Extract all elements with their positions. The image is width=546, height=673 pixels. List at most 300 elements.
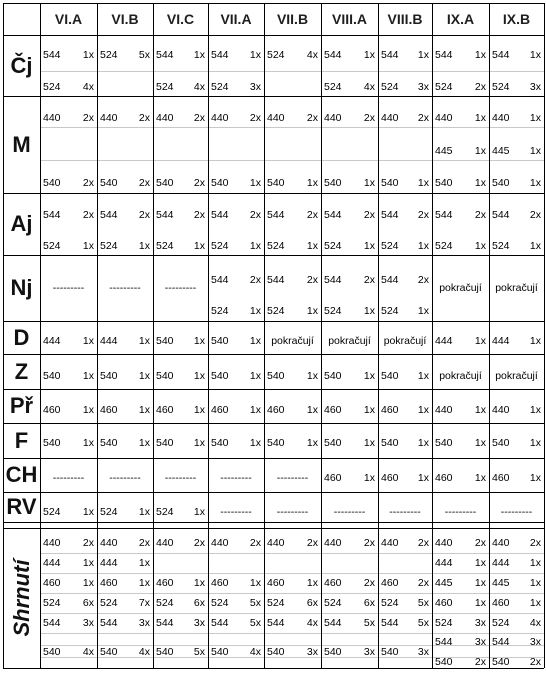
hours-count: 1x: [249, 335, 261, 347]
hours-count: 2x: [363, 112, 375, 124]
hours-count: 2x: [417, 577, 429, 589]
course-code: 540: [435, 656, 453, 668]
course-cell: [153, 616, 208, 630]
course-code: 540: [100, 646, 118, 658]
hours-count: 2x: [138, 209, 150, 221]
course-cell: [40, 576, 97, 590]
course-code: 444: [435, 335, 453, 347]
status-text-cell: [264, 334, 321, 348]
hours-count: 2x: [363, 274, 375, 286]
course-code: 440: [100, 537, 118, 549]
course-cell: [489, 144, 544, 158]
hours-count: 2x: [474, 656, 486, 668]
class-header-ix-b: IX.B: [502, 11, 531, 27]
course-code: 540: [211, 177, 229, 189]
hours-count: 2x: [306, 209, 318, 221]
course-code: 460: [435, 472, 453, 484]
hours-count: 1x: [363, 370, 375, 382]
hours-count: 4x: [306, 617, 318, 629]
subject-label: Z: [14, 358, 29, 384]
course-code: 544: [435, 636, 453, 648]
course-cell: [40, 645, 97, 659]
course-cell: [208, 111, 264, 125]
hours-count: 2x: [306, 537, 318, 549]
hours-count: 2x: [82, 177, 94, 189]
hours-count: 4x: [249, 646, 261, 658]
course-cell: [40, 556, 97, 570]
grid-line-light: [40, 573, 544, 574]
course-code: 544: [211, 274, 229, 286]
grid-line: [3, 96, 544, 97]
course-code: 544: [492, 49, 510, 61]
course-cell: [489, 436, 544, 450]
course-cell: [432, 48, 489, 62]
course-code: 460: [43, 404, 61, 416]
hours-count: 1x: [529, 145, 541, 157]
course-code: 540: [381, 370, 399, 382]
course-code: 524: [324, 305, 342, 317]
hours-count: 1x: [474, 335, 486, 347]
hours-count: 1x: [138, 557, 150, 569]
hours-count: 2x: [82, 112, 94, 124]
status-text-cell: [378, 505, 432, 519]
course-cell: [378, 403, 432, 417]
course-code: 544: [381, 209, 399, 221]
grid-line-light: [40, 160, 544, 161]
status-text: ---------: [164, 282, 197, 294]
hours-count: 1x: [306, 370, 318, 382]
course-code: 440: [211, 112, 229, 124]
hours-count: 1x: [306, 305, 318, 317]
course-code: 445: [492, 577, 510, 589]
status-text-cell: [321, 505, 378, 519]
course-cell: [97, 176, 153, 190]
course-cell: [153, 111, 208, 125]
hours-count: 1x: [363, 240, 375, 252]
hours-count: 2x: [193, 537, 205, 549]
course-cell: [40, 208, 97, 222]
course-cell: [489, 48, 544, 62]
status-text: pokračují: [495, 282, 538, 294]
course-cell: [432, 655, 489, 669]
subject-label: Nj: [10, 275, 33, 300]
course-cell: [40, 536, 97, 550]
class-header-vi-b: VI.B: [111, 11, 139, 27]
course-cell: [321, 596, 378, 610]
hours-count: 1x: [82, 49, 94, 61]
status-text: pokračují: [271, 335, 314, 347]
course-cell: [321, 471, 378, 485]
course-code: 544: [324, 49, 342, 61]
course-code: 460: [324, 577, 342, 589]
course-cell: [208, 334, 264, 348]
course-code: 540: [100, 437, 118, 449]
course-cell: [40, 505, 97, 519]
course-code: 544: [381, 617, 399, 629]
course-cell: [321, 436, 378, 450]
course-cell: [153, 403, 208, 417]
course-cell: [153, 596, 208, 610]
hours-count: 2x: [363, 577, 375, 589]
course-code: 544: [156, 209, 174, 221]
course-code: 544: [211, 617, 229, 629]
hours-count: 1x: [474, 472, 486, 484]
status-text: ---------: [52, 282, 85, 294]
course-cell: [378, 304, 432, 318]
course-cell: [321, 616, 378, 630]
hours-count: 2x: [529, 209, 541, 221]
hours-count: 1x: [82, 335, 94, 347]
hours-count: 1x: [193, 437, 205, 449]
status-text: pokračují: [495, 370, 538, 382]
hours-count: 3x: [249, 81, 261, 93]
course-code: 524: [324, 240, 342, 252]
course-cell: [489, 239, 544, 253]
course-cell: [432, 596, 489, 610]
course-cell: [97, 208, 153, 222]
course-cell: [378, 616, 432, 630]
hours-count: 5x: [417, 617, 429, 629]
course-cell: [97, 556, 153, 570]
course-cell: [264, 239, 321, 253]
course-cell: [489, 655, 544, 669]
course-code: 544: [324, 617, 342, 629]
course-cell: [432, 80, 489, 94]
class-header-vii-b: VII.B: [276, 11, 309, 27]
course-cell: [97, 48, 153, 62]
course-code: 544: [267, 209, 285, 221]
hours-count: 1x: [417, 240, 429, 252]
course-code: 524: [324, 597, 342, 609]
course-cell: [153, 505, 208, 519]
hours-count: 1x: [474, 112, 486, 124]
hours-count: 1x: [138, 577, 150, 589]
course-cell: [264, 208, 321, 222]
course-cell: [264, 111, 321, 125]
course-cell: [264, 304, 321, 318]
class-header-viii-a: VIII.A: [331, 11, 367, 27]
status-text-cell: [97, 471, 153, 485]
course-cell: [97, 576, 153, 590]
course-cell: [40, 596, 97, 610]
hours-count: 1x: [529, 49, 541, 61]
course-cell: [264, 536, 321, 550]
hours-count: 1x: [82, 577, 94, 589]
course-code: 524: [381, 240, 399, 252]
hours-count: 1x: [82, 557, 94, 569]
hours-count: 4x: [529, 617, 541, 629]
course-cell: [321, 273, 378, 287]
course-cell: [208, 273, 264, 287]
course-cell: [489, 635, 544, 649]
course-cell: [378, 645, 432, 659]
course-cell: [489, 80, 544, 94]
course-cell: [378, 273, 432, 287]
hours-count: 4x: [193, 81, 205, 93]
course-code: 460: [381, 577, 399, 589]
hours-count: 1x: [529, 177, 541, 189]
hours-count: 2x: [474, 209, 486, 221]
course-code: 540: [324, 437, 342, 449]
course-code: 524: [156, 81, 174, 93]
hours-count: 1x: [474, 49, 486, 61]
grid-line-light: [40, 71, 544, 72]
grid-line: [3, 528, 544, 529]
course-code: 460: [492, 597, 510, 609]
hours-count: 1x: [363, 305, 375, 317]
course-code: 524: [267, 49, 285, 61]
course-cell: [264, 369, 321, 383]
course-cell: [97, 403, 153, 417]
course-cell: [378, 48, 432, 62]
course-code: 544: [267, 617, 285, 629]
hours-count: 1x: [474, 240, 486, 252]
hours-count: 3x: [529, 81, 541, 93]
status-text-cell: [97, 281, 153, 295]
hours-count: 4x: [363, 81, 375, 93]
grid-line: [3, 354, 544, 355]
course-cell: [153, 80, 208, 94]
course-cell: [489, 616, 544, 630]
course-code: 460: [100, 404, 118, 416]
hours-count: 2x: [306, 112, 318, 124]
course-code: 444: [43, 335, 61, 347]
course-code: 524: [156, 240, 174, 252]
course-code: 540: [43, 437, 61, 449]
hours-count: 7x: [138, 597, 150, 609]
course-code: 524: [435, 240, 453, 252]
hours-count: 1x: [306, 437, 318, 449]
hours-count: 1x: [249, 437, 261, 449]
hours-count: 1x: [82, 240, 94, 252]
course-code: 540: [156, 370, 174, 382]
status-text: ---------: [444, 506, 477, 518]
course-cell: [97, 645, 153, 659]
hours-count: 1x: [529, 472, 541, 484]
course-code: 524: [267, 597, 285, 609]
course-code: 524: [492, 240, 510, 252]
course-code: 540: [267, 177, 285, 189]
hours-count: 4x: [306, 49, 318, 61]
grid-line-light: [40, 613, 544, 614]
course-code: 540: [211, 646, 229, 658]
course-cell: [489, 176, 544, 190]
status-text-cell: [432, 369, 489, 383]
hours-count: 1x: [193, 370, 205, 382]
course-code: 440: [435, 404, 453, 416]
course-code: 540: [492, 437, 510, 449]
course-cell: [321, 536, 378, 550]
course-cell: [208, 48, 264, 62]
course-code: 460: [211, 577, 229, 589]
course-code: 540: [100, 370, 118, 382]
hours-count: 1x: [306, 577, 318, 589]
course-cell: [432, 111, 489, 125]
status-text-cell: [153, 281, 208, 295]
course-code: 540: [156, 177, 174, 189]
course-code: 524: [381, 81, 399, 93]
grid-line: [3, 522, 544, 523]
course-cell: [97, 239, 153, 253]
course-cell: [264, 176, 321, 190]
hours-count: 1x: [363, 177, 375, 189]
course-cell: [208, 576, 264, 590]
hours-count: 2x: [82, 209, 94, 221]
hours-count: 1x: [417, 177, 429, 189]
course-cell: [432, 436, 489, 450]
status-text-cell: [264, 471, 321, 485]
status-text-cell: [40, 281, 97, 295]
hours-count: 1x: [474, 597, 486, 609]
hours-count: 2x: [474, 537, 486, 549]
grid-line-light: [40, 127, 544, 128]
course-code: 544: [100, 209, 118, 221]
grid-line: [3, 35, 544, 36]
hours-count: 4x: [82, 646, 94, 658]
status-text: ---------: [109, 472, 141, 484]
class-header-viii-b: VIII.B: [387, 11, 423, 27]
hours-count: 1x: [138, 404, 150, 416]
course-cell: [432, 635, 489, 649]
course-code: 460: [324, 404, 342, 416]
course-code: 524: [492, 81, 510, 93]
status-text-cell: [321, 334, 378, 348]
hours-count: 1x: [417, 404, 429, 416]
course-cell: [264, 48, 321, 62]
course-cell: [321, 369, 378, 383]
course-cell: [432, 556, 489, 570]
course-cell: [378, 596, 432, 610]
course-code: 444: [100, 557, 118, 569]
course-cell: [153, 48, 208, 62]
hours-count: 6x: [363, 597, 375, 609]
hours-count: 1x: [474, 577, 486, 589]
subject-label: M: [12, 131, 31, 157]
course-code: 524: [156, 506, 174, 518]
course-cell: [40, 176, 97, 190]
grid-line-light: [40, 633, 544, 634]
course-cell: [321, 111, 378, 125]
course-code: 524: [267, 305, 285, 317]
course-cell: [321, 645, 378, 659]
course-code: 460: [156, 404, 174, 416]
hours-count: 5x: [249, 597, 261, 609]
hours-count: 1x: [417, 437, 429, 449]
status-text: ---------: [500, 506, 533, 518]
status-text: ---------: [276, 506, 309, 518]
hours-count: 1x: [363, 472, 375, 484]
course-cell: [40, 369, 97, 383]
hours-count: 2x: [474, 81, 486, 93]
course-cell: [321, 208, 378, 222]
course-code: 524: [100, 597, 118, 609]
course-code: 440: [43, 112, 61, 124]
course-cell: [208, 304, 264, 318]
course-cell: [97, 111, 153, 125]
hours-count: 1x: [249, 49, 261, 61]
hours-count: 3x: [138, 617, 150, 629]
course-code: 540: [381, 437, 399, 449]
hours-count: 2x: [417, 274, 429, 286]
hours-count: 3x: [417, 81, 429, 93]
course-cell: [264, 576, 321, 590]
status-text-cell: [208, 471, 264, 485]
hours-count: 1x: [363, 404, 375, 416]
course-code: 440: [435, 112, 453, 124]
hours-count: 6x: [306, 597, 318, 609]
course-code: 524: [211, 305, 229, 317]
course-code: 540: [43, 177, 61, 189]
course-cell: [153, 645, 208, 659]
course-code: 440: [211, 537, 229, 549]
hours-count: 1x: [193, 335, 205, 347]
class-header-vii-a: VII.A: [220, 11, 252, 27]
course-code: 540: [156, 646, 174, 658]
course-cell: [40, 436, 97, 450]
hours-count: 1x: [474, 177, 486, 189]
course-cell: [321, 239, 378, 253]
hours-count: 1x: [529, 335, 541, 347]
course-cell: [378, 576, 432, 590]
course-cell: [378, 369, 432, 383]
course-cell: [378, 239, 432, 253]
course-cell: [489, 208, 544, 222]
course-cell: [321, 176, 378, 190]
course-cell: [432, 208, 489, 222]
course-code: 440: [381, 537, 399, 549]
hours-count: 1x: [529, 557, 541, 569]
hours-count: 3x: [474, 636, 486, 648]
course-code: 460: [492, 472, 510, 484]
class-header-ix-a: IX.A: [446, 11, 475, 27]
course-code: 540: [43, 370, 61, 382]
hours-count: 1x: [529, 577, 541, 589]
hours-count: 3x: [82, 617, 94, 629]
course-cell: [208, 239, 264, 253]
hours-count: 1x: [474, 557, 486, 569]
course-code: 540: [267, 646, 285, 658]
class-header-vi-a: VI.A: [54, 11, 83, 27]
hours-count: 1x: [306, 404, 318, 416]
status-text-cell: [489, 369, 544, 383]
hours-count: 2x: [193, 177, 205, 189]
grid-line: [3, 255, 544, 256]
course-code: 460: [267, 404, 285, 416]
course-cell: [208, 369, 264, 383]
course-cell: [153, 239, 208, 253]
hours-count: 5x: [138, 49, 150, 61]
course-code: 440: [156, 112, 174, 124]
hours-count: 1x: [193, 506, 205, 518]
hours-count: 1x: [474, 404, 486, 416]
hours-count: 2x: [82, 537, 94, 549]
course-cell: [153, 334, 208, 348]
course-cell: [208, 436, 264, 450]
status-text-cell: [40, 471, 97, 485]
course-code: 440: [381, 112, 399, 124]
course-code: 544: [100, 617, 118, 629]
subject-label: Př: [9, 393, 34, 418]
hours-count: 1x: [138, 506, 150, 518]
course-cell: [97, 596, 153, 610]
course-code: 540: [156, 437, 174, 449]
hours-count: 1x: [249, 240, 261, 252]
subject-label: CH: [5, 462, 38, 487]
status-text: ---------: [109, 282, 141, 294]
course-code: 524: [211, 597, 229, 609]
status-text: ---------: [52, 472, 85, 484]
course-code: 540: [324, 646, 342, 658]
